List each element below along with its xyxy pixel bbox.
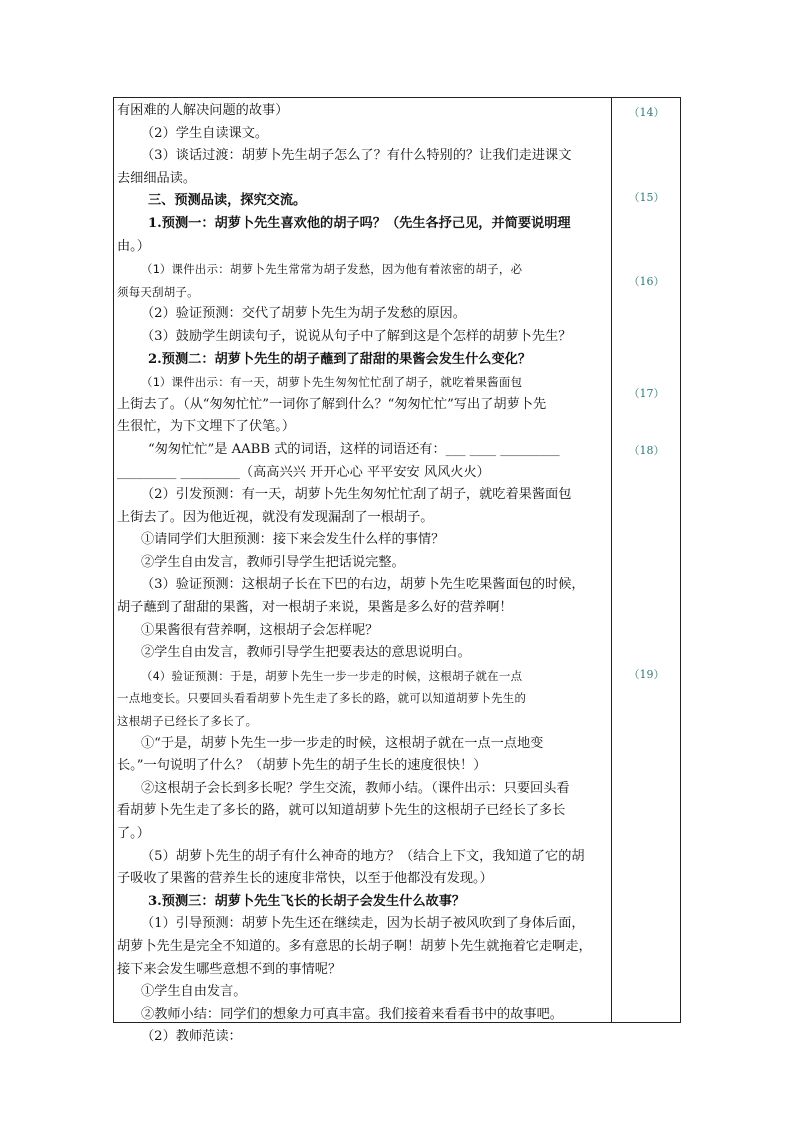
text-line: （3）验证预测：这根胡子长在下巴的右边，胡萝卜先生吃果酱面包的时候， xyxy=(141,577,585,593)
text-line: （2）验证预测：交代了胡萝卜先生为胡子发愁的原因。 xyxy=(141,306,466,322)
text-line: （1）引导预测：胡萝卜先生还在继续走，因为长胡子被风吹到了身体后面， xyxy=(141,916,585,932)
lesson-plan-table xyxy=(113,97,681,1045)
text-line: 1.预测一：胡萝卜先生喜欢他的胡子吗？（先生各抒己见，并简要说明理 xyxy=(148,215,571,231)
page-marker: （19） xyxy=(628,668,665,681)
text-line: ②这根胡子会长到多长呢？学生交流，教师小结。（课件出示：只要回头看 xyxy=(141,780,570,796)
text-line: （4）验证预测：于是，胡萝卜先生一步一步走的时候，这根胡子就在一点 xyxy=(141,668,523,683)
text-line: （1）课件出示：有一天，胡萝卜先生匆匆忙忙刮了胡子，就吃着果酱面包 xyxy=(141,375,523,390)
text-line: （1）课件出示：胡萝卜先生常常为胡子发愁，因为他有着浓密的胡子，必 xyxy=(141,262,523,277)
text-line: 须每天刮胡子。 xyxy=(117,284,199,299)
text-line: ②学生自由发言，教师引导学生把要表达的意思说明白。 xyxy=(141,645,471,661)
text-line: ①“于是，胡萝卜先生一步一步走的时候，这根胡子就在一点一点地变 xyxy=(141,735,544,751)
text-line: （2）教师范读： xyxy=(141,1029,242,1045)
text-line: ①果酱很有营养啊，这根胡子会怎样呢？ xyxy=(141,622,379,638)
text-line: 长。”一句说明了什么？（胡萝卜先生的胡子生长的速度很快！） xyxy=(117,758,487,774)
text-line: 去细细品读。 xyxy=(117,170,197,186)
text-line: _________ _________（高高兴兴 开开心心 平平安安 风风火火） xyxy=(117,464,490,480)
text-line: 2.预测二：胡萝卜先生的胡子蘸到了甜甜的果酱会发生什么变化？ xyxy=(148,351,532,367)
text-line: 上街去了。因为他近视，就没有发现漏刮了一根胡子。 xyxy=(117,509,434,525)
text-line: 了。） xyxy=(117,826,150,841)
text-line: （3）谈话过渡：胡萝卜先生胡子怎么了？有什么特别的？让我们走进课文 xyxy=(141,148,572,164)
text-line: ②学生自由发言，教师引导学生把话说完整。 xyxy=(141,554,405,570)
text-line: （3）鼓励学生朗读句子，说说从句子中了解到这是个怎样的胡萝卜先生？ xyxy=(141,328,572,344)
text-line: 胡子蘸到了甜甜的果酱，对一根胡子来说，果酱是多么好的营养啊！ xyxy=(117,600,513,616)
page-marker: （16） xyxy=(628,275,665,288)
text-line: 生很忙，为下文埋下了伏笔。） xyxy=(117,419,296,435)
text-line: （2）学生自读课文。 xyxy=(141,125,269,141)
text-line: 一点地变长。只要回头看看胡萝卜先生走了多长的路，就可以知道胡萝卜先生的 xyxy=(117,691,527,706)
page-marker: （14） xyxy=(628,106,665,119)
text-line: 有困难的人解决问题的故事） xyxy=(117,103,289,118)
page-marker: （15） xyxy=(628,191,665,204)
text-line: （2）引发预测：有一天，胡萝卜先生匆匆忙忙刮了胡子，就吃着果酱面包 xyxy=(141,487,572,503)
text-line: 子吸收了果酱的营养生长的速度非常快，以至于他都没有发现。） xyxy=(117,871,493,887)
page-marker: （18） xyxy=(628,444,665,457)
text-line: 由。） xyxy=(117,238,150,254)
column-divider xyxy=(611,98,612,1022)
text-line: 胡萝卜先生是完全不知道的。多有意思的长胡子啊！胡萝卜先生就拖着它走啊走， xyxy=(117,938,592,954)
text-line: ②教师小结：同学们的想象力可真丰富。我们接着来看看书中的故事吧。 xyxy=(141,1006,563,1022)
text-line: 三、预测品读，探究交流。 xyxy=(148,193,307,209)
text-line: ①请同学们大胆预测：接下来会发生什么样的事情？ xyxy=(141,532,445,548)
text-line: “匆匆忙忙”是 AABB 式的词语，这样的词语还有：___ ____ _________ xyxy=(148,441,560,457)
page-marker: （17） xyxy=(628,387,665,400)
lesson-content xyxy=(117,100,607,1049)
text-line: ①学生自由发言。 xyxy=(141,984,247,1000)
text-line: 看胡萝卜先生走了多长的路，就可以知道胡萝卜先生的这根胡子已经长了多长 xyxy=(117,803,566,819)
text-line: 3.预测三：胡萝卜先生飞长的长胡子会发生什么故事？ xyxy=(148,893,466,909)
text-line: （5）胡萝卜先生的胡子有什么神奇的地方？（结合上下文，我知道了它的胡 xyxy=(141,848,585,864)
text-line: 这根胡子已经长了多长了。 xyxy=(117,714,258,729)
text-line: 接下来会发生哪些意想不到的事情呢？ xyxy=(117,961,342,977)
text-line: 上街去了。（从“匆匆忙忙”一词你了解到什么？“匆匆忙忙”写出了胡萝卜先 xyxy=(117,396,547,412)
